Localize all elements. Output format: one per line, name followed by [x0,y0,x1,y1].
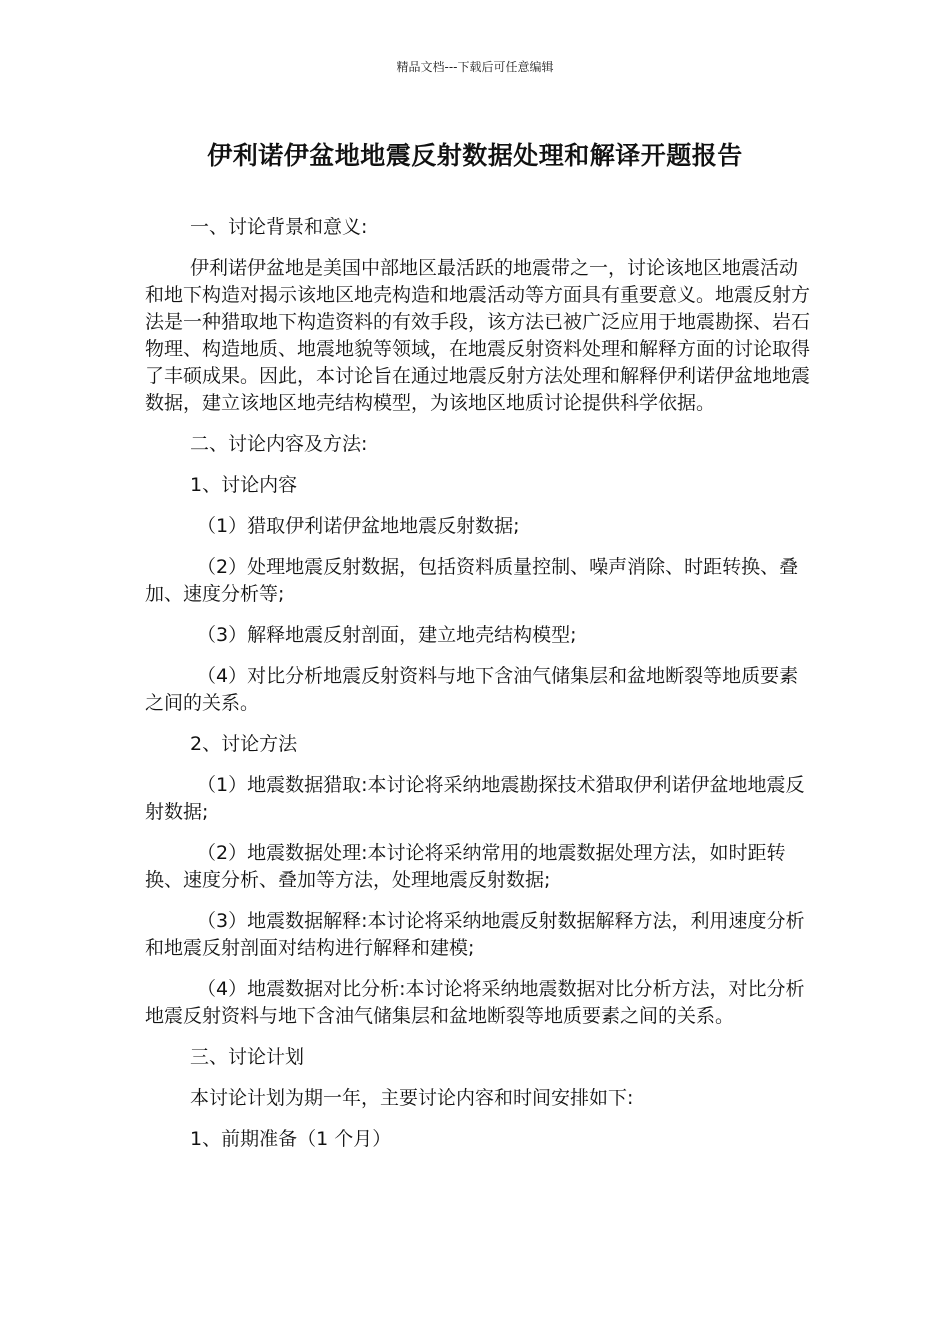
paragraph-background: 伊利诺伊盆地是美国中部地区最活跃的地震带之一，讨论该地区地震活动和地下构造对揭示该地区地壳构造和地震活动等方面具有重要意义。地震反射方法是一种猎取地下构造资料的有效手段，该方法已被广泛应用于地震勘探、岩石物理、构造地质、地震地貌等领域，在地震反射资料处理和解释方面的讨论取得了丰硕成果。因此，本讨论旨在通过地震反射方法处理和解释伊利诺伊盆地地震数据，建立该地区地壳结构模型，为该地区地质讨论提供科学依据。 [145,257,811,414]
page-header-note: 精品文档---下载后可任意编辑 [396,60,554,74]
list-item-method: （3）地震数据解释:本讨论将采纳地震反射数据解释方法，利用速度分析和地震反射剖面对结构进行解释和建模; [145,910,805,959]
list-item-method: （4）地震数据对比分析:本讨论将采纳地震数据对比分析方法，对比分析地震反射资料与地下含油气储集层和盆地断裂等地质要素之间的关系。 [145,978,805,1027]
section-heading-background: 一、讨论背景和意义: [190,216,368,238]
list-item-method: （2）地震数据处理:本讨论将采纳常用的地震数据处理方法，如时距转换、速度分析、叠加等方法，处理地震反射数据; [145,842,786,891]
list-item-content: （3）解释地震反射剖面，建立地壳结构模型; [197,624,577,646]
list-item-content: （1）猎取伊利诺伊盆地地震反射数据; [197,515,520,537]
subheading-methods: 2、讨论方法 [190,733,298,755]
document-title: 伊利诺伊盆地地震反射数据处理和解译开题报告 [207,141,743,170]
section-heading-content-methods: 二、讨论内容及方法: [190,433,368,455]
subheading-content: 1、讨论内容 [190,474,298,496]
list-item-content: （2）处理地震反射数据，包括资料质量控制、噪声消除、时距转换、叠加、速度分析等; [145,556,799,605]
list-item-content: （4）对比分析地震反射资料与地下含油气储集层和盆地断裂等地质要素之间的关系。 [145,665,799,714]
plan-item-preparation: 1、前期准备（1 个月） [190,1128,392,1150]
document-body [145,214,815,1167]
list-item-method: （1）地震数据猎取:本讨论将采纳地震勘探技术猎取伊利诺伊盆地地震反射数据; [145,774,805,823]
paragraph-plan: 本讨论计划为期一年，主要讨论内容和时间安排如下: [190,1087,634,1109]
section-heading-plan: 三、讨论计划 [190,1046,305,1068]
